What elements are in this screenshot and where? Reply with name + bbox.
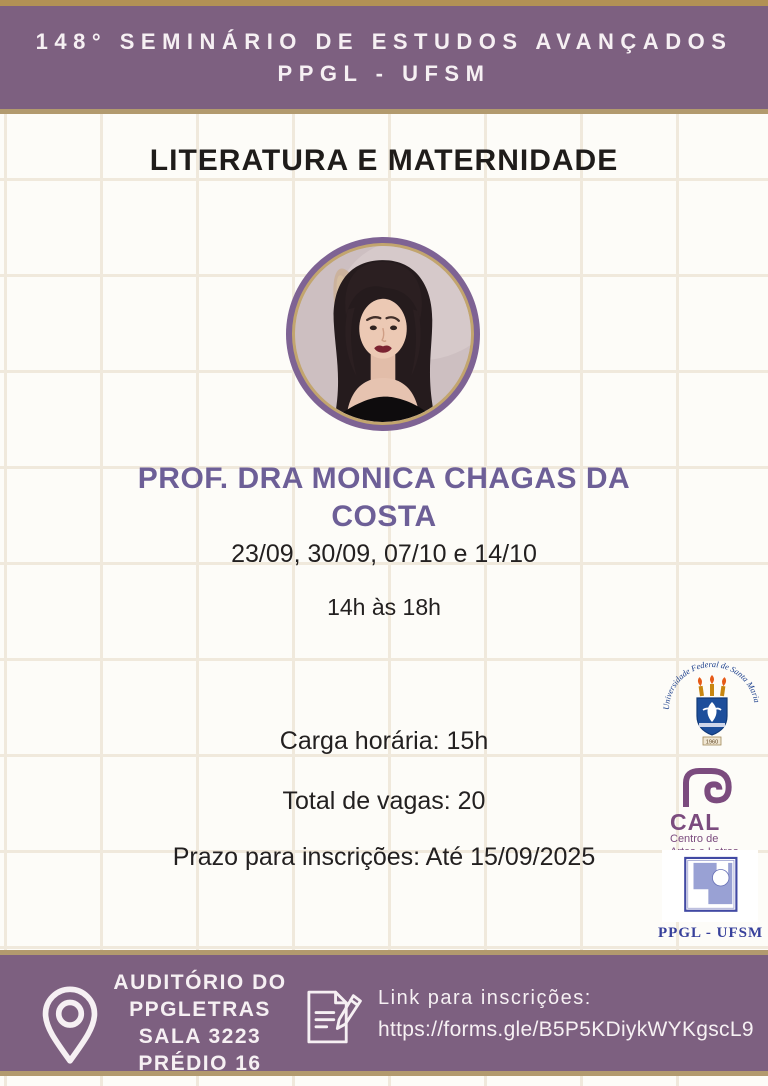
footer-band <box>0 950 768 1076</box>
header-title-line2: PPGL - UFSM <box>277 60 491 86</box>
ufsm-year: 1960 <box>705 739 719 746</box>
ufsm-crest-logo <box>662 660 762 760</box>
link-block <box>378 987 754 1042</box>
vacancies-text: Total de vagas: 20 <box>282 787 486 815</box>
location-line1: AUDITÓRIO DO <box>113 971 287 994</box>
event-title: LITERATURA E MATERNIDADE <box>149 144 619 177</box>
cal-subtitle-line1: Centro de <box>670 833 719 845</box>
ppgl-logo-box <box>662 850 758 922</box>
link-url[interactable]: https://forms.gle/B5P5KDiykWYKgscL9 <box>378 1018 754 1041</box>
speaker-name: PROF. DRA MONICA CHAGAS DA COSTA <box>137 462 631 533</box>
session-dates: 23/09, 30/09, 07/10 e 14/10 <box>231 540 537 568</box>
location-block <box>100 969 300 1077</box>
header-title-line1: 148° SEMINÁRIO DE ESTUDOS AVANÇADOS <box>35 28 733 54</box>
cal-acronym: CAL <box>670 809 721 835</box>
portrait-illustration <box>295 246 471 422</box>
torches <box>697 675 726 696</box>
ppgl-caption: PPGL - UFSM <box>658 925 764 941</box>
deadline-text: Prazo para inscrições: Até 15/09/2025 <box>172 843 596 871</box>
speaker-photo <box>292 243 474 425</box>
form-pencil-icon <box>300 987 364 1047</box>
cal-wave-icon <box>672 763 744 811</box>
location-line4: PRÉDIO 16 <box>138 1052 262 1075</box>
ufsm-circle-text: Universidade Federal de Santa Maria <box>662 660 762 711</box>
ppgl-logo <box>658 850 762 942</box>
location-line3: SALA 3223 <box>138 1025 262 1048</box>
ufsm-crest-icon <box>662 660 762 760</box>
header-band <box>0 0 768 114</box>
location-pin-icon <box>38 985 102 1067</box>
location-line2: PPGLETRAS <box>129 998 271 1021</box>
workload-text: Carga horária: 15h <box>279 727 489 755</box>
session-time: 14h às 18h <box>327 594 441 620</box>
ppgl-sketch-icon <box>668 853 752 919</box>
link-label: Link para inscrições: <box>378 987 592 1009</box>
